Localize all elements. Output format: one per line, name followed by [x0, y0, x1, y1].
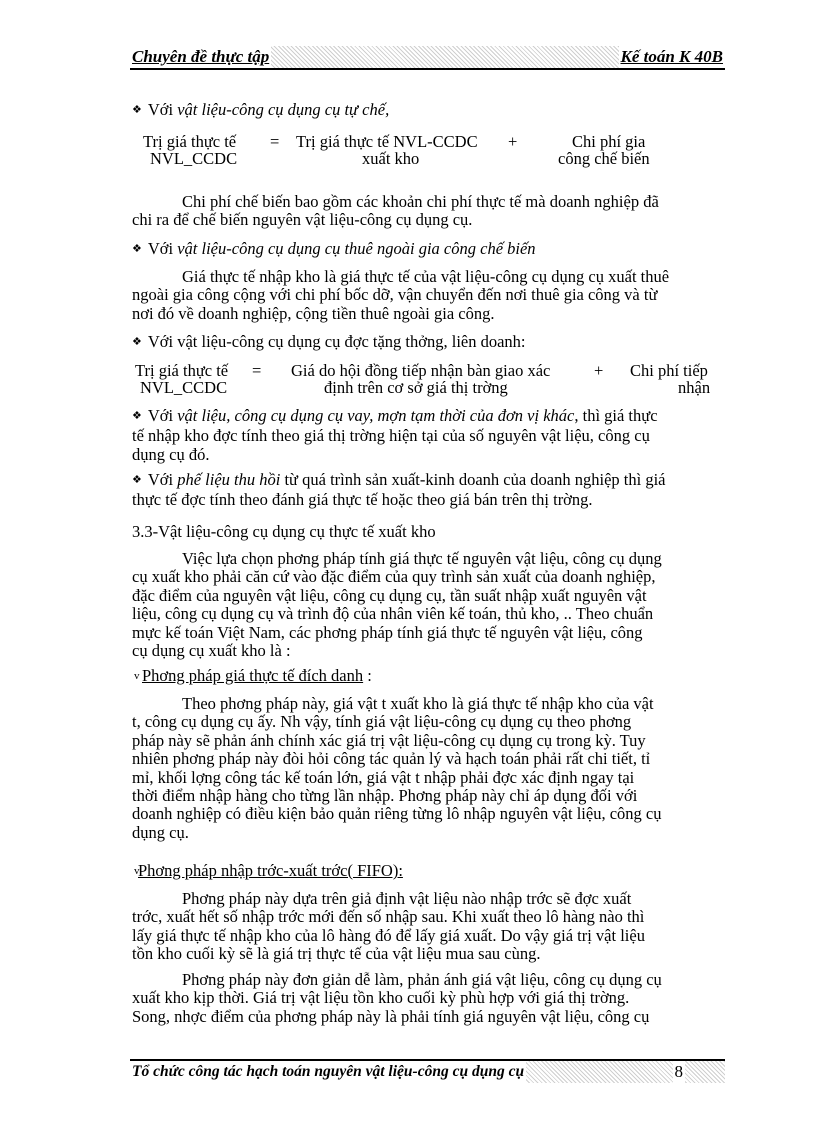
- checkmark-bullet-icon: v: [134, 670, 140, 682]
- section1-bullet-line: ❖ Với vật liệu-công cụ dụng cụ tự chế,: [132, 100, 390, 119]
- method1-heading: v Phơng pháp giá thực tế đích danh :: [134, 666, 372, 685]
- diamond-bullet-icon: ❖: [132, 410, 142, 422]
- formula2-mid-2: định trên cơ sở giá thị trờng: [324, 378, 508, 397]
- formula2-left-2: NVL_CCDC: [140, 378, 228, 397]
- section2-bullet-line: ❖ Với vật liệu-công cụ dụng cụ thuê ngoài gia công chế biến: [132, 239, 536, 258]
- diamond-bullet-icon: ❖: [132, 336, 142, 348]
- formula1-plus: +: [508, 132, 518, 151]
- formula1-right-2: công chế biến: [558, 149, 650, 168]
- formula2-plus: +: [594, 361, 604, 380]
- formula1-left-1: Trị giá thực tế: [143, 132, 237, 151]
- formula1-mid-2: xuất kho: [362, 149, 420, 168]
- formula2-mid-1: Giá do hội đồng tiếp nhận bàn giao xác: [291, 361, 551, 380]
- formula1-mid-1: Trị giá thực tế NVL-CCDC: [296, 132, 478, 151]
- section2-title: vật liệu-công cụ dụng cụ thuê ngoài gia công chế biến: [177, 239, 536, 258]
- header-title: Chuyên đề thực tập: [132, 47, 270, 66]
- method2-heading: v Phơng pháp nhập trớc-xuất trớc( FIFO):: [134, 861, 403, 880]
- checkmark-bullet-icon: v: [134, 865, 140, 877]
- method2-paragraph-2: Phơng pháp này đơn giản dễ làm, phản ánh giá vật liệu, công cụ dụng cụ xuất kho kịp thời. Giá trị vật liệu tồn kho cuối kỳ phù hợp với giá thị trờng. Song, nhợc điểm của phơng pháp này là phải tính giá nguyên vật liệu, công cụ: [132, 970, 662, 1026]
- formula2-left-1: Trị giá thực tế: [135, 361, 229, 380]
- section4-paragraph: ❖ Với vật liệu, công cụ dụng cụ vay, mợn tạm thời của đơn vị khác, thì giá thực tế nhập kho đợc tính theo giá thị trờng hiện tại của số nguyên vật liệu, công cụ dụng cụ đó.: [132, 406, 658, 464]
- formula2-right-2: nhận: [678, 378, 711, 397]
- diamond-bullet-icon: ❖: [132, 243, 142, 255]
- page-number: 8: [674, 1062, 683, 1081]
- formula2-right-1: Chi phí tiếp: [630, 361, 708, 380]
- method1-paragraph: Theo phơng pháp này, giá vật t xuất kho là giá thực tế nhập kho của vật t, công cụ dụng cụ ấy. Nh vậy, tính giá vật liệu-công cụ dụng cụ theo phơng pháp này sẽ phản ánh chính xác giá trị vật liệu-công cụ dụng cụ trong kỳ. Tuy nhiên phơng pháp này đòi hỏi công tác quản lý và hạch toán phải rất chi tiết, tỉ mỉ, khối lợng công tác kế toán lớn, giá vật t nhập phải đợc xác định ngay tại thời điểm nhập hàng cho từng lần nhập. Phơng pháp này chỉ áp dụng đối với doanh nghiệp có điều kiện bảo quản riêng từng lô nhập nguyên vật liệu, công cụ dụng cụ.: [132, 694, 662, 842]
- formula1-eq: =: [270, 132, 280, 151]
- footer-title: Tổ chức công tác hạch toán nguyên vật liệu-công cụ dụng cụ: [130, 1061, 526, 1083]
- diamond-bullet-icon: ❖: [132, 474, 142, 486]
- section1-paragraph: Chi phí chế biến bao gồm các khoản chi phí thực tế mà doanh nghiệp đã chi ra để chế biến nguyên vật liệu-công cụ dụng cụ.: [132, 192, 659, 230]
- section1-title: vật liệu-công cụ dụng cụ tự chế,: [177, 100, 390, 119]
- formula2-eq: =: [252, 361, 262, 380]
- section-heading-3-3: 3.3-Vật liệu-công cụ dụng cụ thực tế xuất kho: [132, 522, 436, 541]
- formula1-right-1: Chi phí gia: [572, 132, 646, 151]
- page-footer: [130, 1059, 725, 1083]
- formula1-left-2: NVL_CCDC: [150, 149, 238, 168]
- section5-paragraph: ❖ Với phế liệu thu hồi từ quá trình sản xuất-kinh doanh của doanh nghiệp thì giá thực tế đợc tính theo đánh giá thực tế hoặc theo giá bán trên thị trờng.: [132, 470, 666, 510]
- section2-paragraph: Giá thực tế nhập kho là giá thực tế của vật liệu-công cụ dụng cụ xuất thuê ngoài gia công cộng với chi phí bốc dỡ, vận chuyển đến nơi thuê gia công và từ nơi đó về doanh nghiệp, cộng tiền thuê ngoài gia công.: [132, 267, 670, 323]
- page-header: [130, 46, 725, 70]
- section33-paragraph: Việc lựa chọn phơng pháp tính giá thực tế nguyên vật liệu, công cụ dụng cụ xuất kho phải căn cứ vào đặc điểm của quy trình sản xuất của doanh nghiệp, đặc điểm của nguyên vật liệu, công cụ dụng cụ, tần suất nhập xuất nguyên vật liệu, công cụ dụng cụ và trình độ của nhân viên kế toán, thủ kho, .. Theo chuẩn mực kế toán Việt Nam, các phơng pháp tính giá thực tế nguyên vật liệu, công cụ dụng cụ xuất kho là :: [132, 549, 662, 661]
- section3-bullet-line: ❖ Với vật liệu-công cụ dụng cụ đợc tặng thởng, liên doanh:: [132, 332, 526, 351]
- diamond-bullet-icon: ❖: [132, 104, 142, 116]
- header-course: Kế toán K 40B: [620, 47, 723, 66]
- method2-paragraph-1: Phơng pháp này dựa trên giả định vật liệu nào nhập trớc sẽ đợc xuất trớc, xuất hết số nhập trớc mới đến số nhập sau. Khi xuất theo lô hàng nào thì lấy giá thực tế nhập kho của lô hàng đó để lấy giá xuất. Do vậy giá trị vật liệu tồn kho cuối kỳ sẽ là giá trị thực tế của vật liệu mua sau cùng.: [132, 889, 645, 964]
